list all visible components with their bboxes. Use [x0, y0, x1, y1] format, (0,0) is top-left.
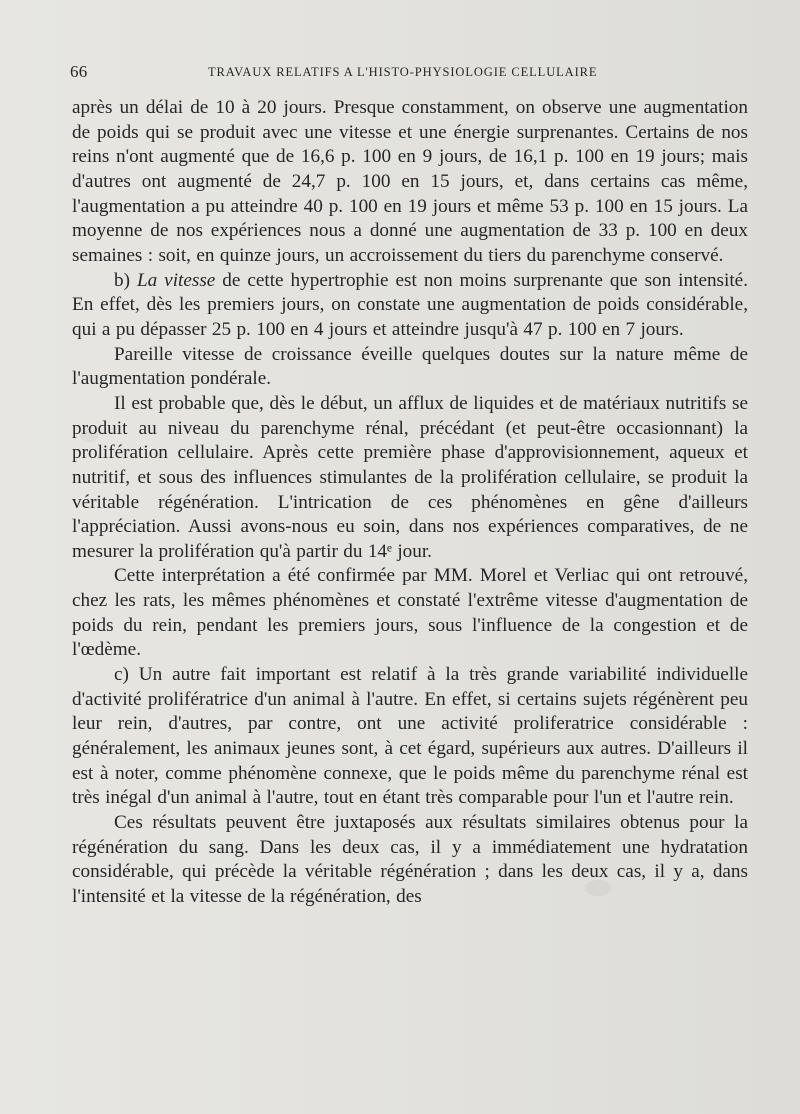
running-title: TRAVAUX RELATIFS A L'HISTO-PHYSIOLOGIE CELLULAIRE: [208, 65, 598, 79]
paragraph-continuation: après un délai de 10 à 20 jours. Presque constamment, on observe une augmentation de poids qui se produit avec une vitesse et une énergie surprenantes. Certains de nos reins n'ont augmenté que de 16,6 p. 100 en 9 jours, de 16,1 p. 100 en 19 jours; mais d'autres ont augmenté de 24,7 p. 100 en 15 jours, et, dans certains cas même, l'augmentation a pu atteindre 40 p. 100 en 19 jours et même 53 p. 100 en 15 jours. La moyenne de nos expériences nous a donné une augmentation de 33 p. 100 en deux semaines : soit, en quinze jours, un accroissement du tiers du parenchyme conservé.: [72, 97, 748, 266]
body-text: [72, 96, 748, 910]
paragraph-doubts: Pareille vitesse de croissance éveille quelques doutes sur la nature même de l'augmentation pondérale.: [72, 343, 748, 390]
page-number: 66: [70, 62, 88, 81]
paragraph-marker: b): [114, 269, 137, 291]
paragraph-confirmation: Cette interprétation a été confirmée par MM. Morel et Verliac qui ont retrouvé, chez les rats, les mêmes phénomènes et constaté l'extrême vitesse d'augmentation de poids du rein, pendant les premiers jours, sous l'influence de la congestion et de l'œdème.: [72, 565, 748, 661]
paragraph-text: de cette hypertrophie est non moins surprenante que son intensité. En effet, dès les premiers jours, on constate une augmentation de poids considérable, qui a pu dépasser 25 p. 100 en 4 jours et atteindre jusqu'à 47 p. 100 en 7 jours.: [72, 269, 748, 340]
paragraph-vitesse: [72, 269, 748, 343]
paragraph-afflux: Il est probable que, dès le début, un afflux de liquides et de matériaux nutritifs se produit au niveau du parenchyme rénal, précédant (et peut-être occasionnant) la prolifération cellulaire. Après cette première phase d'approvisionnement, aqueux et nutritif, et sous des influences stimulantes de la prolifération cellulaire, se produit la véritable régénération. L'intrication de ces phénomènes en gêne d'ailleurs l'appréciation. Aussi avons-nous eu soin, dans nos expériences comparatives, de ne mesurer la prolifération qu'à partir du 14ᵉ jour.: [72, 392, 748, 562]
paragraph-blood-regeneration: Ces résultats peuvent être juxtaposés aux résultats similaires obtenus pour la régénération du sang. Dans les deux cas, il y a immédiatement une hydratation considérable, qui précède la véritable régénération ; dans les deux cas, il y a, dans l'intensité et la vitesse de la régénération, des: [72, 812, 748, 907]
page-header: [70, 62, 748, 84]
emphasis-text: La vitesse: [136, 269, 216, 291]
paragraph-variability: c) Un autre fait important est relatif à la très grande variabilité individuelle d'activité prolifératrice d'un animal à l'autre. En effet, si certains sujets régénèrent peu leur rein, d'autres, par contre, ont une activité proliferatrice considérable : généralement, les animaux jeunes sont, à cet égard, supérieurs aux autres. D'ailleurs il est à noter, comme phénomène connexe, que le poids même du parenchyme rénal est très inégal d'un animal à l'autre, tout en étant très comparable pour l'un et l'autre rein.: [72, 664, 748, 809]
